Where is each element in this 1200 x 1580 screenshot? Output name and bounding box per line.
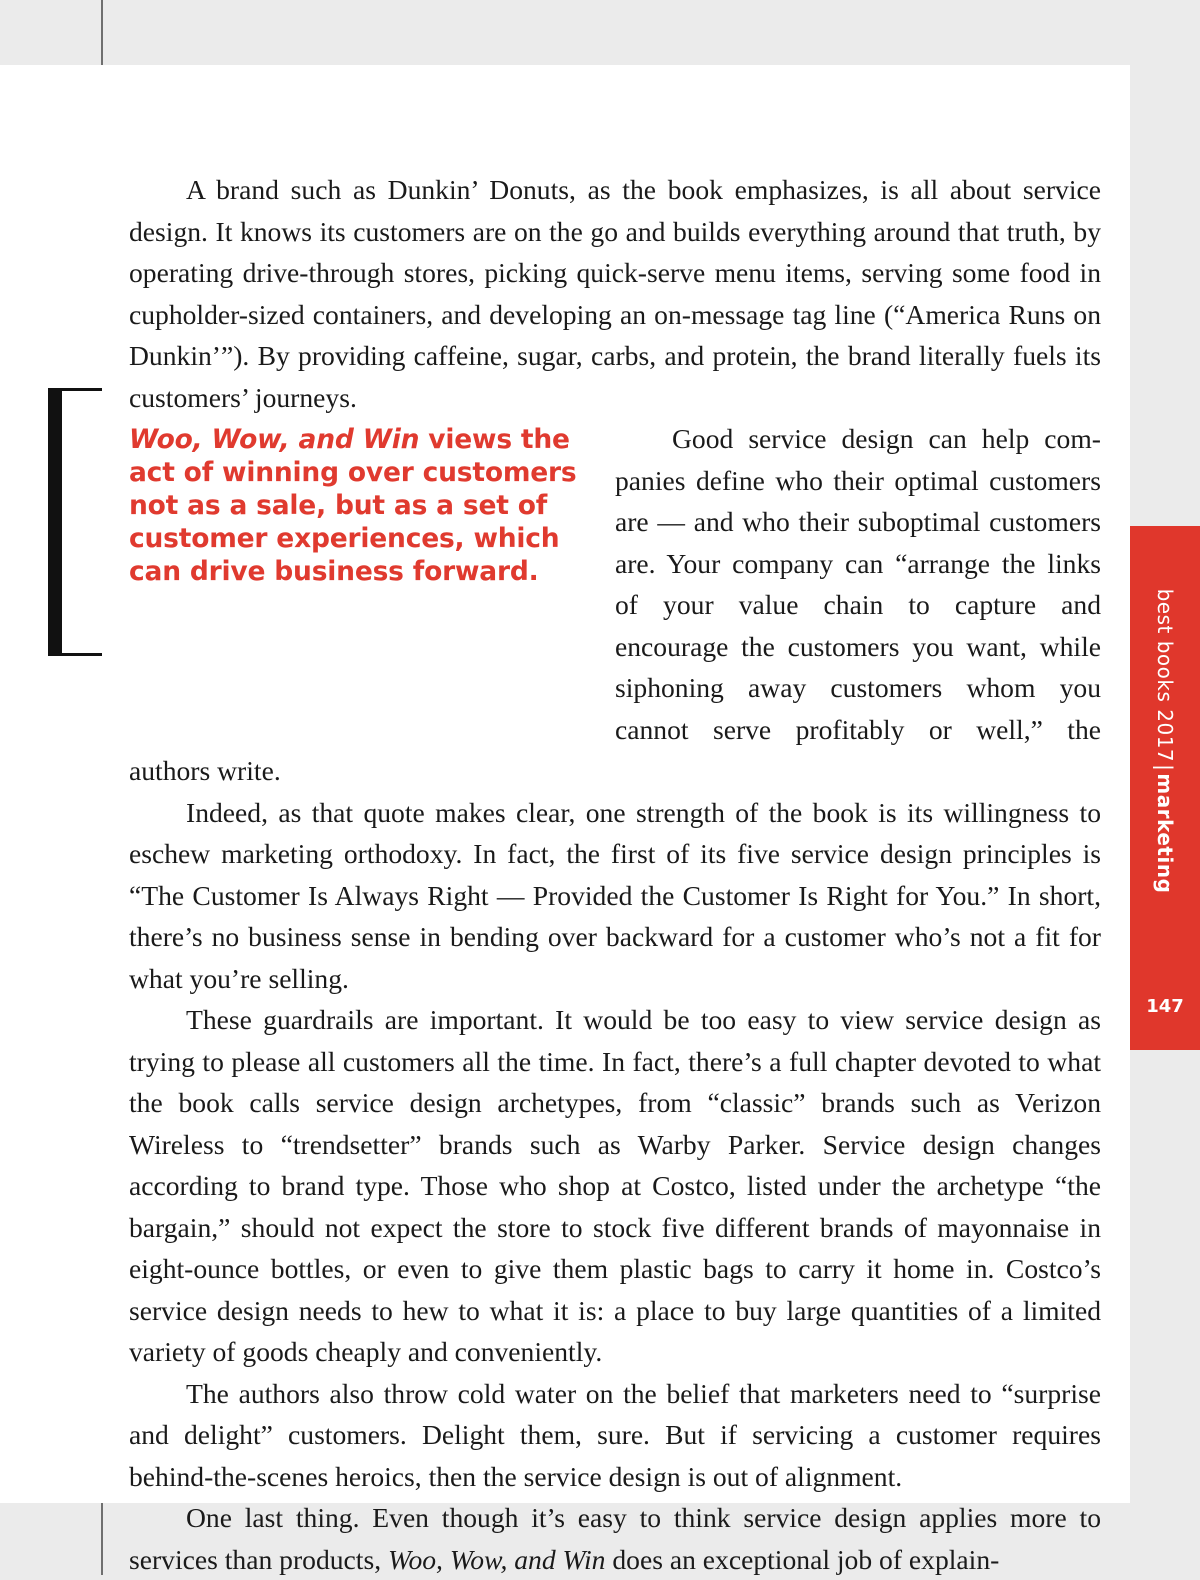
section-name: best books 2017: [1153, 588, 1177, 763]
paragraph-6-start: One last thing. Even though it’s easy to think service design applies more to services than products,: [129, 1502, 1101, 1575]
pull-quote-bracket: [48, 388, 102, 656]
paragraph-6-end: does an exceptional job of explain-: [605, 1543, 1000, 1575]
article-body: [129, 169, 1101, 1580]
pull-quote-space: [129, 426, 615, 716]
pull-quote-text: views the act of winning over customers not as a sale, but as a set of customer experiences, which can drive business forward.: [129, 424, 577, 587]
paragraph-4: These guardrails are important. It would be too easy to view service design as trying to please all customers all the time. In fact, there’s a full chapter devoted to what the book calls service design archetypes, from “classic” brands such as Verizon Wireless to “trendsetter” brands such as Warby Parker. Service design changes according to brand type. Those who shop at Costco, listed under the archetype “the bargain,” should not expect the store to stock five different brands of mayonnaise in eight-ounce bottles, or even to give them plastic bags to carry it home in. Costco’s service design needs to hew to what it is: a place to buy large quantities of a limited variety of goods cheaply and conveniently.: [129, 1004, 1101, 1367]
paragraph-3: Indeed, as that quote makes clear, one strength of the book is its willingness to eschew marketing orthodoxy. In fact, the first of its five service design principles is “The Customer Is Always Right — Provided the Customer Is Right for You.” In short, there’s no business sense in bending over backward for a customer who’s not a fit for what you’re selling.: [129, 796, 1101, 994]
paragraph-1: A brand such as Dunkin’ Donuts, as the book emphasizes, is all about service design. It knows its customers are on the go and builds everything around that truth, by operating drive-through stores, picking quick-serve menu items, serving some food in cupholder-sized containers, and developing an on-message tag line (“America Runs on Dunkin’”). By providing caffeine, sugar, carbs, and protein, the brand literally fuels its customers’ journeys.: [129, 174, 1101, 413]
paragraph-6: [129, 1497, 1101, 1580]
page: [0, 65, 1130, 1575]
page-number: 147: [1146, 996, 1184, 1017]
section-label: [1153, 589, 1177, 894]
book-title: Woo, Wow, and Win: [388, 1543, 606, 1575]
paragraph-5: The authors also throw cold water on the belief that marketers need to “surprise and delight” customers. Delight them, sure. But if servicing a customer requires behind-the-scenes heroics, then the service design is out of alignment.: [129, 1377, 1101, 1492]
section-tab: [1130, 526, 1200, 1050]
pull-quote-title: Woo, Wow, and Win: [129, 424, 420, 455]
section-separator: |: [1153, 764, 1177, 772]
paragraph-2: Good service design can help companies define who their optimal customers are — and who their suboptimal customers are. Your company can “arrange the links of your value chain to capture and encourage the customers you want, while siphoning away customers whom you cannot serve profitably or well,” the authors write.: [129, 423, 1101, 786]
section-category: marketing: [1153, 773, 1177, 894]
